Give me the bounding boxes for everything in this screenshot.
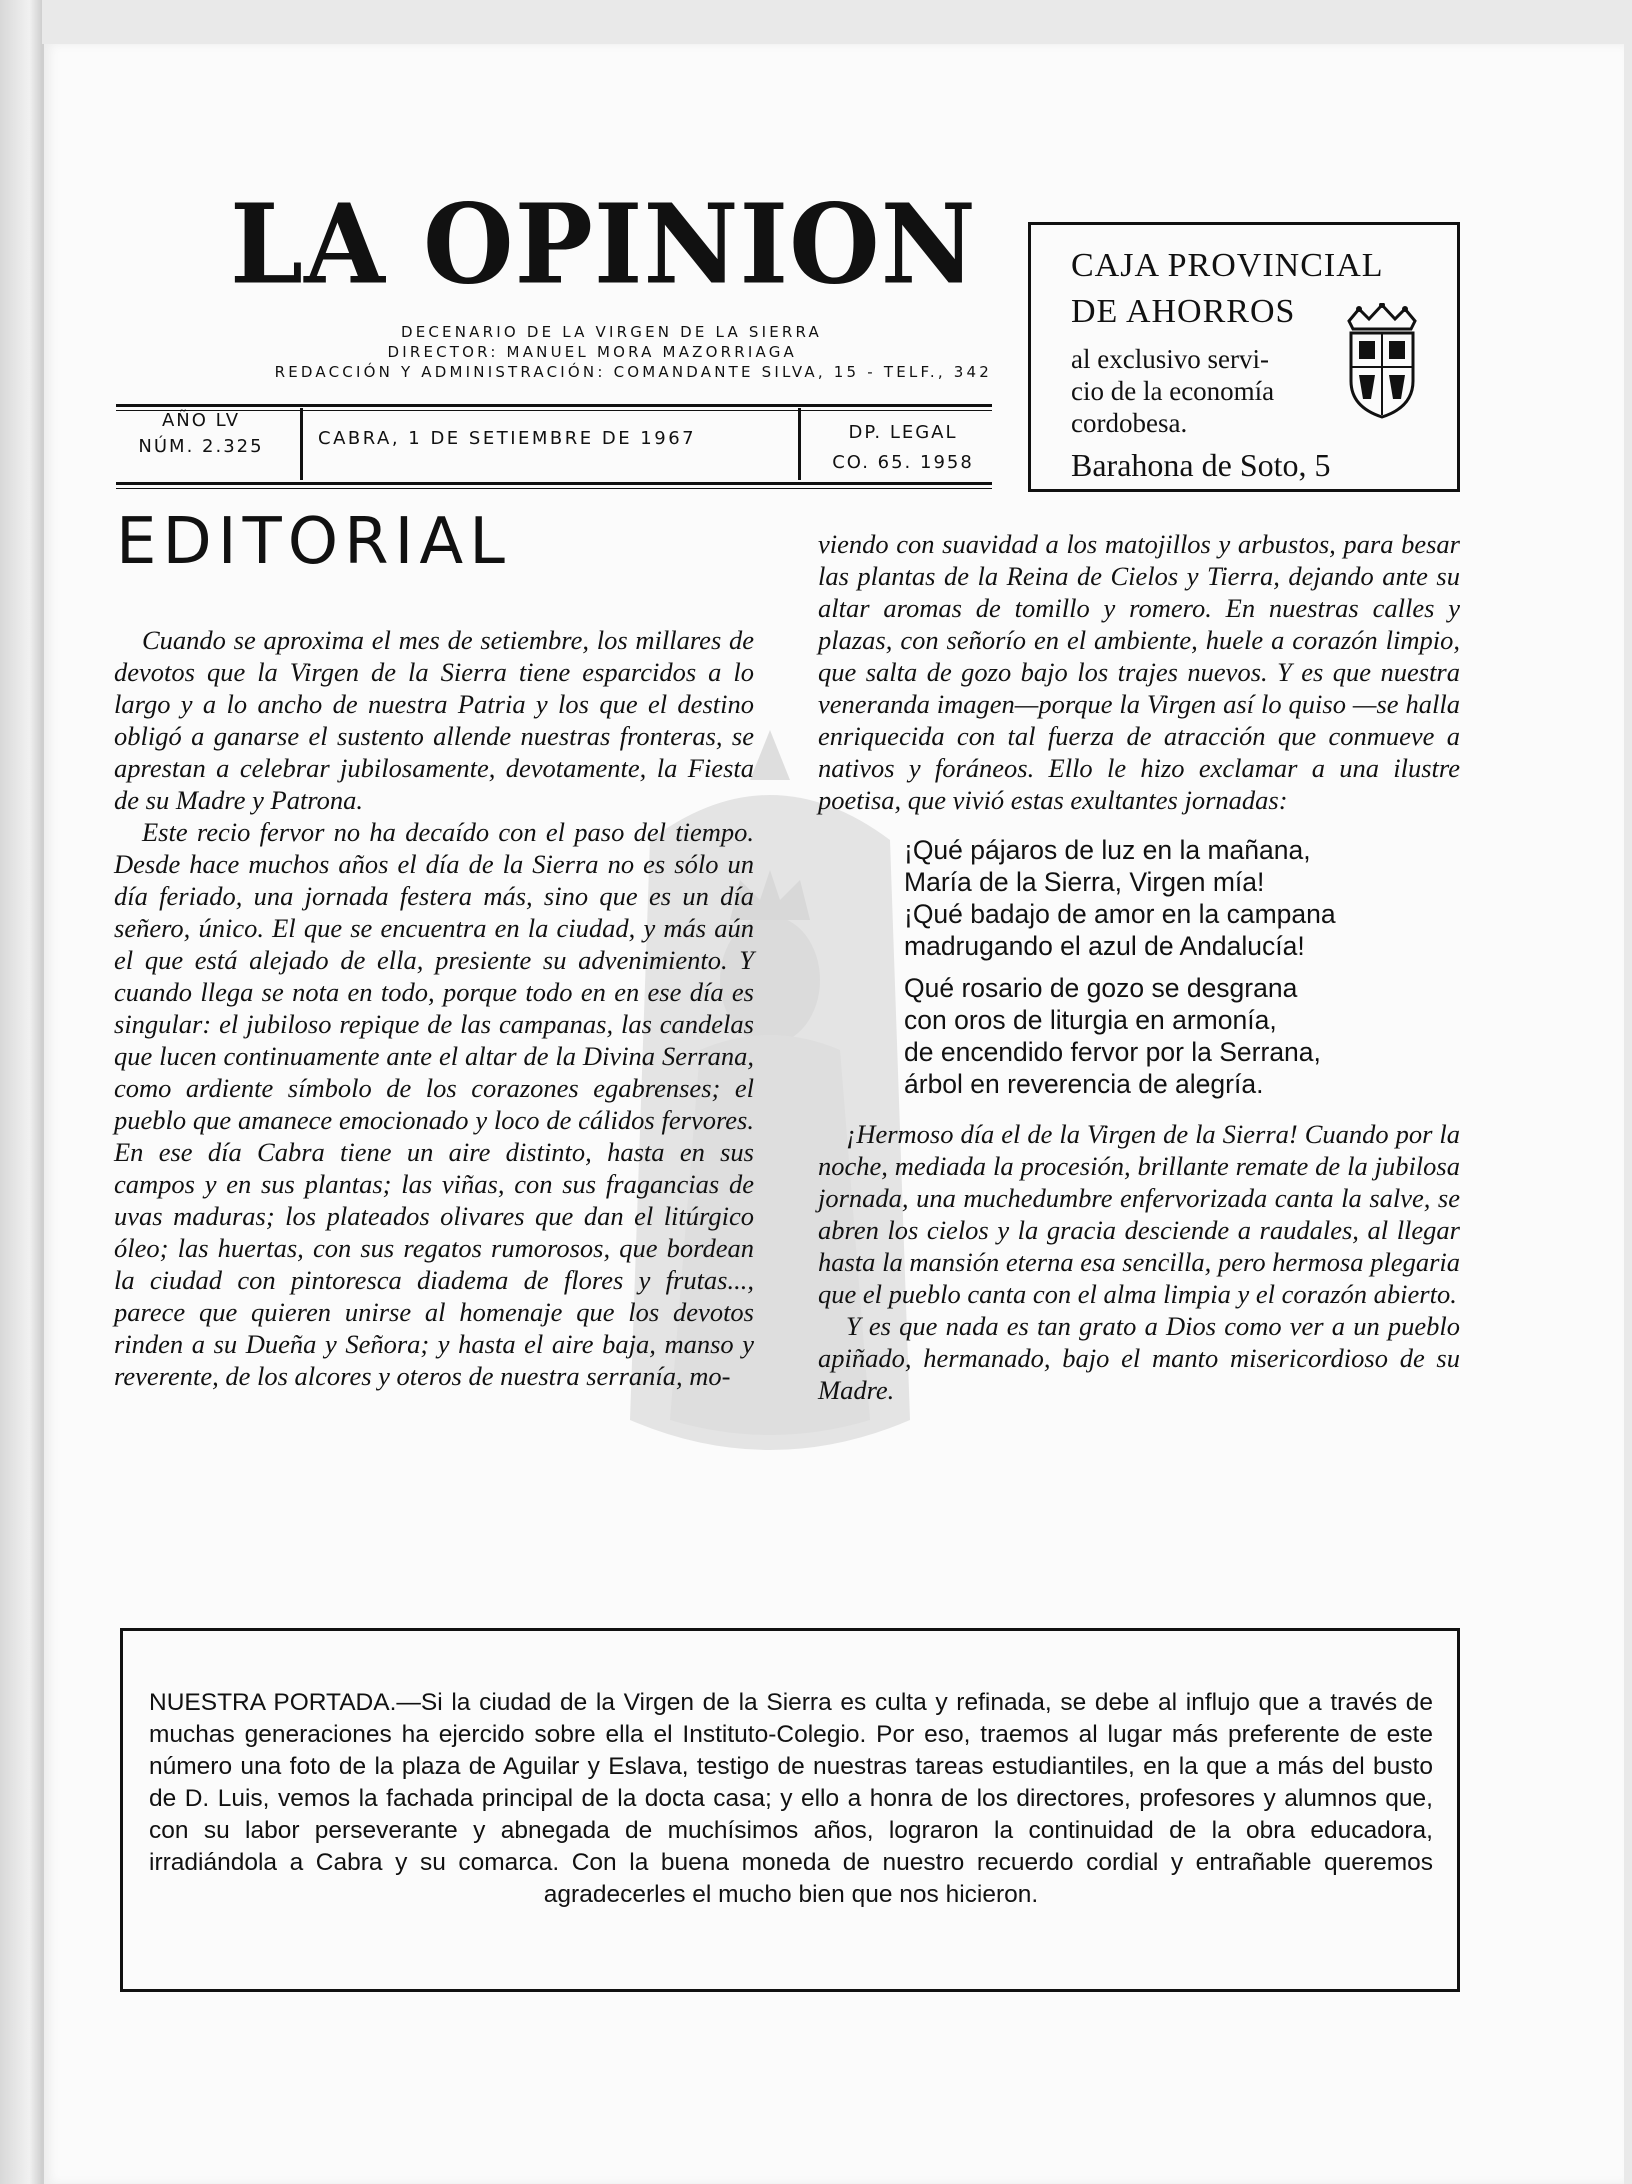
poem-line: María de la Sierra, Virgen mía! [904,867,1265,897]
ad-address: Barahona de Soto, 5 [1071,447,1331,483]
masthead-title: LA OPINION [230,179,977,309]
editorial-column-1 [114,624,754,1392]
issue-dateline: CABRA, 1 DE SETIEMBRE DE 1967 [318,428,697,449]
binding-edge [0,0,42,2184]
poem-line: ¡Qué pájaros de luz en la mañana, [904,835,1311,865]
poem-line: árbol en reverencia de alegría. [904,1069,1264,1099]
issue-number: NÚM. 2.325 [138,436,264,457]
legal-line-1: DP. LEGAL [848,422,958,443]
poem-stanza-2 [904,972,1460,1100]
masthead-director: DIRECTOR: MANUEL MORA MAZORRIAGA [387,343,797,361]
ad-slogan-line-3: cordobesa. [1071,408,1188,438]
nuestra-portada-box [120,1628,1460,1992]
top-rule [116,404,992,407]
legal-deposit [812,418,994,478]
poem [904,834,1460,1100]
bottom-rule [116,482,992,485]
poem-line: con oros de liturgia en armonía, [904,1005,1277,1035]
legal-line-2: CO. 65. 1958 [832,452,974,473]
poem-stanza-1 [904,834,1460,962]
ad-name-line-2: DE AHORROS [1071,293,1296,330]
issue-volume [116,408,286,460]
caja-provincial-ad [1028,222,1460,492]
divider-right [798,408,801,480]
editorial-paragraph-2: Este recio fervor no ha decaído con el paso del tiempo. Desde hace muchos años el día de la Sierra no es sólo un día feriado, una jornada festera más, sino que es un día señero, único. El que se encuentra en la ciudad, y más aún el que está alejado de ella, presiente su advenimiento. Y cuando llega se nota en todo, porque todo en en ese día es singular: el jubiloso repique de las campanas, las candelas que lucen continuamente ante el altar de la Divina Serrana, como ardiente símbolo de los corazones egabrenses; el pueblo que amanece emocionado y loco de cálidos fervores. En ese día Cabra tiene un aire distinto, hasta en sus campos y en sus plantas; las viñas, con sus fragancias de uvas maduras; los plateados olivares que dan el litúrgico óleo; las huertas, con sus regatos rumorosos, que bordean la ciudad con pintoresca diadema de flores y frutas..., parece que quieren unirse al homenaje que los devotos rinden a su Dueña y Señora; y hasta el aire baja, manso y reverente, de los alcores y oteros de nuestra serranía, mo- [114,817,754,1391]
editorial-paragraph-5: Y es que nada es tan grato a Dios como ver a un pueblo apiñado, hermanado, bajo el manto misericordioso de su Madre. [818,1311,1460,1405]
poem-line: ¡Qué badajo de amor en la campana [904,899,1336,929]
ad-slogan-line-2: cio de la economía [1071,376,1275,406]
ad-name-line-1: CAJA PROVINCIAL [1071,247,1384,284]
coat-of-arms-icon [1341,303,1423,421]
bottom-rule-thin [116,488,992,489]
editorial-heading: EDITORIAL [116,505,511,579]
editorial-paragraph-3: viendo con suavidad a los matojillos y arbustos, para besar las plantas de la Reina de Cielos y Tierra, dejando ante su altar aromas de tomillo y romero. En nuestras calles y plazas, con señorío en el ambiente, huele a corazón limpio, que salta de gozo bajo los trajes nuevos. Y es que nuestra veneranda imagen—porque la Virgen así lo quiso —se halla enriquecida con tal fuerza de atracción que conmueve a nativos y foráneos. Ello le hizo exclamar a una ilustre poetisa, que vivió estas exultantes jornadas: [818,529,1460,815]
poem-line: Qué rosario de gozo se desgrana [904,973,1298,1003]
poem-line: madrugando el azul de Andalucía! [904,931,1305,961]
masthead-subtitle: DECENARIO DE LA VIRGEN DE LA SIERRA [400,323,822,341]
ad-slogan [1071,343,1274,439]
divider-left [300,408,303,480]
issue-year: AÑO LV [161,410,241,431]
masthead-credits [112,322,992,382]
editorial-paragraph-4: ¡Hermoso día el de la Virgen de la Sierra! Cuando por la noche, mediada la procesión, brillante remate de la jubilosa jornada, una muchedumbre enfervorizada canta la salve, se abren los cielos y la gracia desciende a raudales, al llegar hasta la mansión eterna esa sencilla, pero hermosa plegaria que el pueblo canta con el alma limpia y el corazón abierto. [818,1119,1460,1309]
ad-slogan-line-1: al exclusivo servi- [1071,344,1269,374]
ad-name [1071,243,1384,335]
nuestra-portada-text: NUESTRA PORTADA.—Si la ciudad de la Virgen de la Sierra es culta y refinada, se debe al influjo que a través de muchas generaciones ha ejercido sobre ella el Instituto-Colegio. Por eso, traemos al lugar más preferente de este número una foto de la plaza de Aguilar y Eslava, testigo de nuestras tareas estudiantiles, en la que a más del busto de D. Luis, vemos la fachada principal de la docta casa; y ello a honra de los directores, profesores y alumnos que, con su labor perseverante y abnegada de muchísimos años, lograron la continuidad de la obra educadora, irradiándola a Cabra y su comarca. Con la buena moneda de nuestro recuerdo cordial y entrañable queremos agradecerles el mucho bien que nos hicieron. [149,1689,1433,1908]
poem-line: de encendido fervor por la Serrana, [904,1037,1321,1067]
editorial-column-2 [818,528,1460,1406]
editorial-paragraph-1: Cuando se aproxima el mes de setiembre, los millares de devotos que la Virgen de la Sierra tiene esparcidos a lo largo y a lo ancho de nuestra Patria y los que el destino obligó a ganarse el sustento allende nuestras fronteras, se aprestan a celebrar jubilosamente, devotamente, la Fiesta de su Madre y Patrona. [114,625,754,815]
masthead-address: REDACCIÓN Y ADMINISTRACIÓN: COMANDANTE SILVA, 15 - TELF., 342 [274,363,992,381]
